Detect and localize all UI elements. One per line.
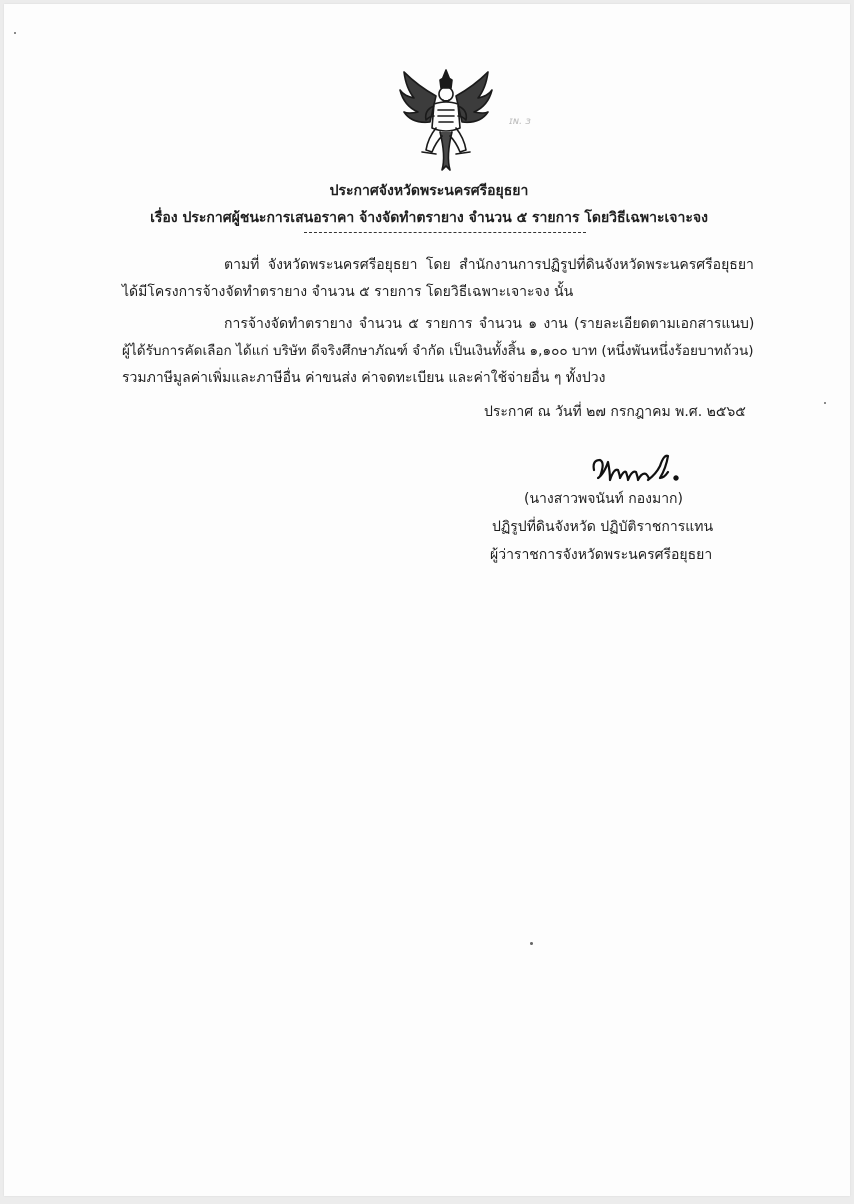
- paragraph-2-line-1: การจ้างจัดทำตรายาง จำนวน ๕ รายการ จำนวน ๑ งาน (รายละเอียดตามเอกสารแนบ): [224, 316, 755, 332]
- scan-speck: [824, 402, 826, 404]
- faint-stamp-mark: ɪɴ. ɜ: [509, 116, 531, 127]
- signatory-name: (นางสาวพจนันท์ กองมาก): [524, 491, 683, 507]
- announcement-date: ประกาศ ณ วันที่ ๒๗ กรกฎาคม พ.ศ. ๒๕๖๕: [484, 404, 746, 420]
- divider-rule: [304, 232, 586, 233]
- paragraph-1-line-1: ตามที่ จังหวัดพระนครศรีอยุธยา โดย สำนักงานการปฏิรูปที่ดินจังหวัดพระนครศรีอยุธยา: [224, 257, 754, 273]
- garuda-emblem-icon: [396, 66, 496, 174]
- signatory-position-line-2: ผู้ว่าราชการจังหวัดพระนครศรีอยุธยา: [490, 547, 713, 563]
- announcement-title: ประกาศจังหวัดพระนครศรีอยุธยา: [329, 183, 529, 199]
- document-page: [4, 4, 850, 1196]
- scan-speck: [530, 942, 533, 945]
- paragraph-2-line-2: ผู้ได้รับการคัดเลือก ได้แก่ บริษัท ดีจริงศึกษาภัณฑ์ จำกัด เป็นเงินทั้งสิ้น ๑,๑๐๐ บาท (หนึ่งพันหนึ่งร้อยบาทถ้วน): [122, 343, 754, 359]
- signatory-position-line-1: ปฏิรูปที่ดินจังหวัด ปฏิบัติราชการแทน: [492, 519, 714, 535]
- handwritten-signature: [590, 448, 686, 494]
- paragraph-2-line-3: รวมภาษีมูลค่าเพิ่มและภาษีอื่น ค่าขนส่ง ค่าจดทะเบียน และค่าใช้จ่ายอื่น ๆ ทั้งปวง: [122, 370, 606, 386]
- announcement-subject: เรื่อง ประกาศผู้ชนะการเสนอราคา จ้างจัดทำตรายาง จำนวน ๕ รายการ โดยวิธีเฉพาะเจาะจง: [150, 210, 708, 226]
- scan-speck: [14, 32, 16, 34]
- paragraph-1-line-2: ได้มีโครงการจ้างจัดทำตรายาง จำนวน ๕ รายการ โดยวิธีเฉพาะเจาะจง นั้น: [122, 284, 574, 300]
